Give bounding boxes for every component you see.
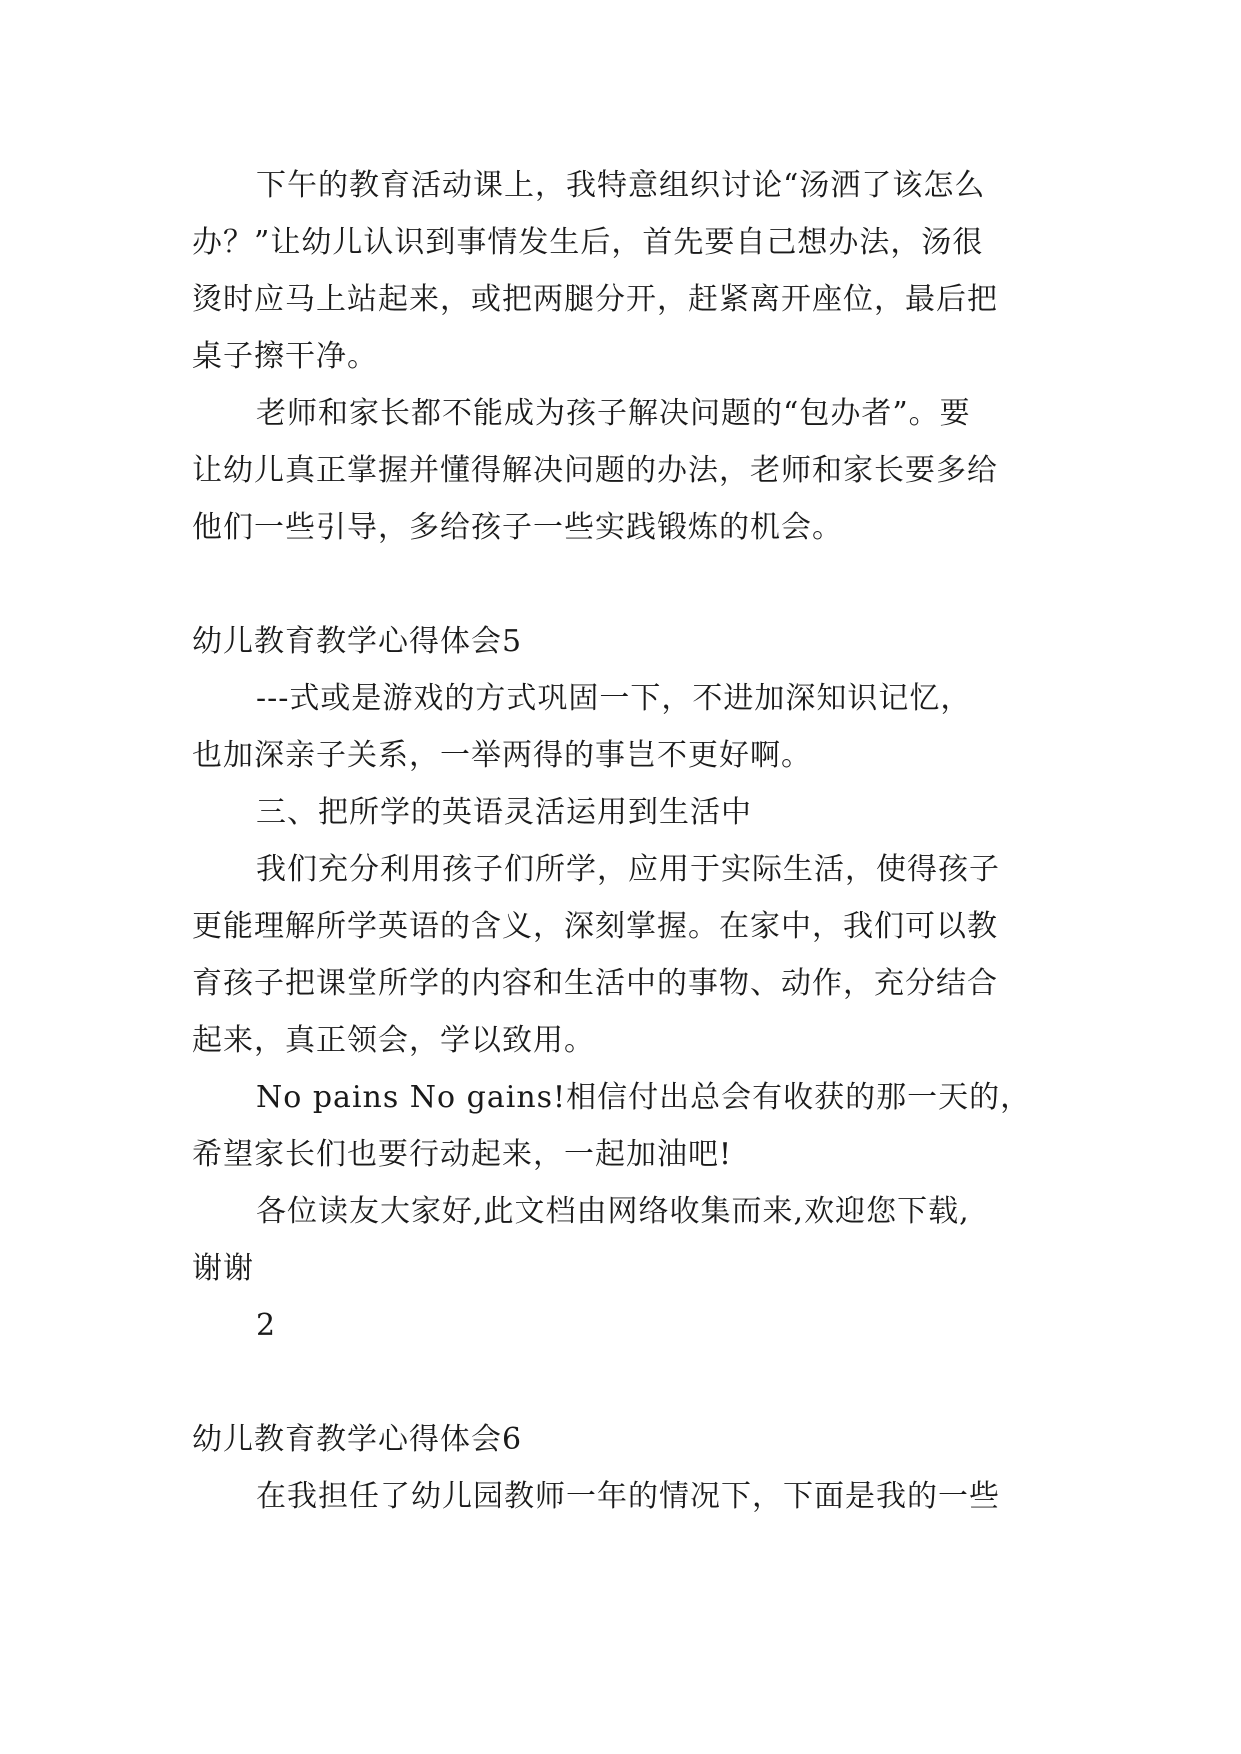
paragraph-1-line-2: 办？”让幼儿认识到事情发生后，首先要自己想办法，汤很 xyxy=(192,225,984,260)
paragraph-1-line-4: 桌子擦干净。 xyxy=(192,339,378,374)
paragraph-7-line-1: 各位读友大家好,此文档由网络收集而来,欢迎您下载, xyxy=(256,1194,970,1229)
paragraph-2-line-3: 他们一些引导，多给孩子一些实践锻炼的机会。 xyxy=(192,510,843,545)
paragraph-7-line-2: 谢谢 xyxy=(192,1251,254,1286)
paragraph-5-line-4: 起来，真正领会，学以致用。 xyxy=(192,1023,595,1058)
paragraph-6-line-2: 希望家长们也要行动起来，一起加油吧! xyxy=(192,1137,733,1172)
paragraph-6-line-1: No pains No gains!相信付出总会有收获的那一天的， xyxy=(256,1080,1032,1115)
paragraph-1-line-3: 烫时应马上站起来，或把两腿分开，赶紧离开座位，最后把 xyxy=(192,282,998,317)
paragraph-2-line-1: 老师和家长都不能成为孩子解决问题的“包办者”。要 xyxy=(256,396,971,431)
paragraph-3-line-2: 也加深亲子关系，一举两得的事岂不更好啊。 xyxy=(192,738,812,773)
section-heading-6: 幼儿教育教学心得体会6 xyxy=(192,1422,523,1457)
paragraph-5-line-3: 育孩子把课堂所学的内容和生活中的事物、动作，充分结合 xyxy=(192,966,998,1001)
paragraph-8-line-1: 在我担任了幼儿园教师一年的情况下，下面是我的一些 xyxy=(256,1479,1000,1514)
paragraph-3-line-1: ---式或是游戏的方式巩固一下，不进加深知识记忆， xyxy=(256,681,972,716)
paragraph-1-line-1: 下午的教育活动课上，我特意组织讨论“汤洒了该怎么 xyxy=(256,168,986,203)
subheading-three: 三、把所学的英语灵活运用到生活中 xyxy=(256,795,752,830)
section-heading-5: 幼儿教育教学心得体会5 xyxy=(192,624,523,659)
paragraph-5-line-2: 更能理解所学英语的含义，深刻掌握。在家中，我们可以教 xyxy=(192,909,998,944)
page-number: 2 xyxy=(256,1308,277,1343)
paragraph-2-line-2: 让幼儿真正掌握并懂得解决问题的办法，老师和家长要多给 xyxy=(192,453,998,488)
paragraph-5-line-1: 我们充分利用孩子们所学，应用于实际生活，使得孩子 xyxy=(256,852,1000,887)
